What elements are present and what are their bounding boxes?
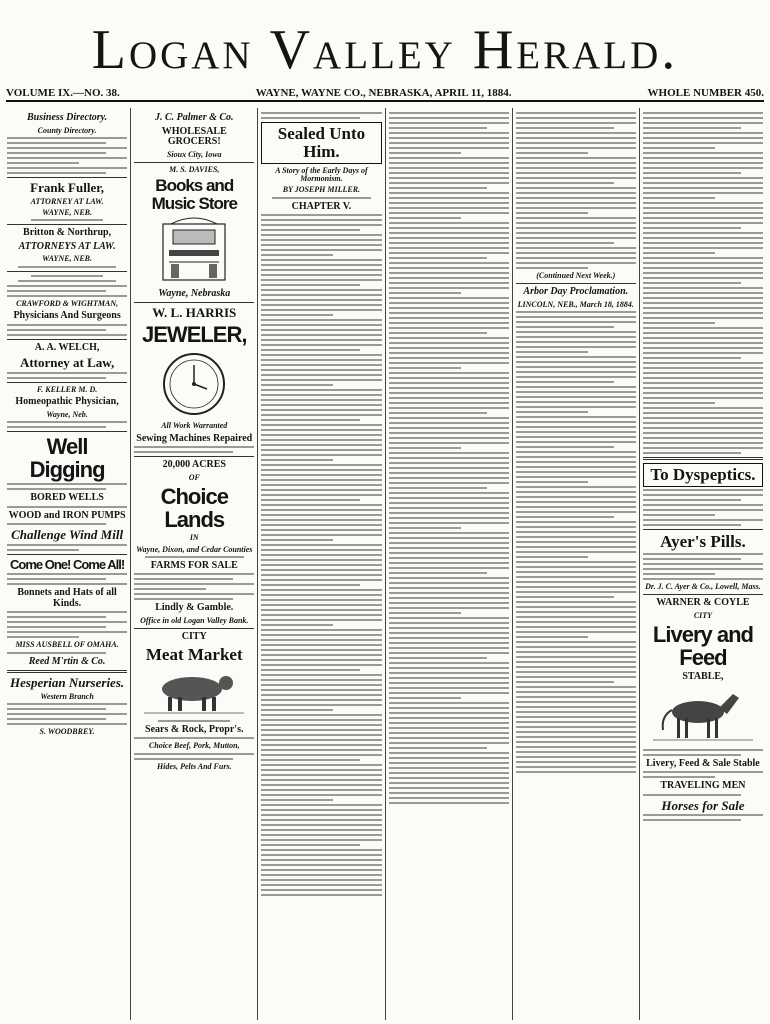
choice-lands: Choice Lands [160,483,228,533]
story-author: BY JOSEPH MILLER. [282,185,361,195]
column-2 [130,108,257,1020]
harris-name: W. L. HARRIS [152,305,237,321]
come-one-ad: Come One! Come All! [10,556,125,572]
place-date: WAYNE, WAYNE CO., NEBRASKA, APRIL 11, 1884. [255,87,512,99]
physicians-title: Physicians And Surgeons [13,310,121,322]
stable-label: STABLE, [682,671,724,683]
continued-note: (Continued Next Week.) [536,271,616,280]
masthead [0,0,770,86]
fuller-name: Frank Fuller, [30,179,105,195]
chapter-heading: CHAPTER V. [291,200,352,212]
hides-pelts: Hides, Pelts And Furs. [156,761,232,771]
city-label: CITY [181,631,207,643]
traveling-men: TRAVELING MEN [660,780,746,792]
nurseries-branch: Western Branch [40,692,94,702]
warner-coyle: WARNER & COYLE [656,597,750,609]
challenge-windmill: Challenge Wind Mill [11,527,124,543]
column-5 [512,108,639,1020]
newspaper-title: Logan Valley Herald. [91,19,679,81]
keller-title: Homeopathic Physician, [15,396,119,408]
story-ending-text [516,112,636,269]
well-digging-ad: Well Digging [29,434,105,483]
organ-illustration [149,216,239,286]
horses-for-sale: Horses for Sale [661,797,745,813]
acres-heading: 20,000 ACRES [162,459,226,471]
proclamation-dateline: LINCOLN, NEB., March 18, 1884. [517,299,634,309]
in-label: IN [189,533,199,543]
sewing-machines: Sewing Machines Repaired [136,432,253,444]
volume-number: VOLUME IX.—NO. 38. [6,87,120,99]
britton-name: Britton & Northrup, [23,227,112,239]
column-4 [385,108,512,1020]
story-title: Sealed Unto Him. [261,122,381,164]
crawford-name: CRAWFORD & WIGHTMAN, [16,298,119,308]
palmer-name: J. C. Palmer & Co. [154,112,234,123]
farms-for-sale: FARMS FOR SALE [150,559,238,571]
county-directory-heading: County Directory. [37,125,97,135]
nurseries-ad: Hesperian Nurseries. [10,675,125,691]
directory-lines [7,137,127,174]
fuller-place: WAYNE, NEB. [42,207,93,217]
horse-illustration [653,686,753,746]
sioux-city: Sioux City, Iowa [166,149,222,159]
ayer-company: Dr. J. C. Ayer & Co., Lowell, Mass. [645,581,761,591]
fuller-title: ATTORNEY AT LAW. [30,196,104,206]
keller-place: Wayne, Neb. [46,409,88,419]
dyspeptics-ad: To Dyspeptics. [643,463,763,487]
story-continued-text [389,112,509,804]
miss-ausbell: MISS AUSBELL OF OMAHA. [15,640,119,650]
whole-number: WHOLE NUMBER 450. [647,87,764,99]
nurseries-signature: S. WOODBREY. [39,727,95,737]
story-subtitle: A Story of the Early Days of Mormonism. [275,165,368,184]
keller-name: F. KELLER M. D. [36,384,98,394]
jeweler-heading: JEWELER, [142,322,247,348]
lindly-gamble: Lindly & Gamble. [155,602,234,614]
choice-beef: Choice Beef, Pork, Mutton, [148,741,240,751]
meat-market: Meat Market [145,644,243,664]
of-label: OF [188,472,200,482]
city-label-2: CITY [693,610,713,620]
wholesale-grocers: WHOLESALE GROCERS! [161,125,227,147]
lindly-office: Office in old Logan Valley Bank. [140,615,249,625]
book-music-store: Books and Music Store [151,176,237,214]
page-columns [4,108,766,1020]
editorial-text [643,112,763,454]
arbor-day-heading: Arbor Day Proclamation. [523,286,629,298]
britton-title: ATTORNEYS AT LAW. [18,240,116,252]
column-1 [4,108,130,1020]
counties: Wayne, Dixon, and Cedar Counties [136,544,253,554]
dateline [6,86,764,102]
welch-title: Attorney at Law, [19,355,115,371]
proclamation-text [516,311,636,773]
wayne-nebraska: Wayne, Nebraska [158,287,231,299]
bored-wells: BORED WELLS [30,492,104,504]
britton-place: WAYNE, NEB. [42,254,93,264]
warranted: All Work Warranted [161,421,228,431]
ayers-pills: Ayer's Pills. [660,531,746,551]
column-3 [257,108,384,1020]
davies-name: M. S. DAVIES, [169,164,220,174]
sears-rock: Sears & Rock, Propr's. [145,723,244,735]
column-6 [639,108,766,1020]
clock-icon [159,349,229,419]
reed-martin: Reed M'rtin & Co. [28,655,106,667]
bonnets-ad: Bonnets and Hats of all Kinds. [17,587,117,609]
pumps-ad: WOOD and IRON PUMPS [8,509,126,521]
livery-feed: Livery and Feed [652,621,753,671]
business-directory-heading: Business Directory. [26,112,108,123]
livery-sale-stable: Livery, Feed & Sale Stable [646,757,760,769]
cattle-illustration [144,667,244,717]
welch-name: A. A. WELCH, [34,341,100,353]
story-text [261,214,381,896]
